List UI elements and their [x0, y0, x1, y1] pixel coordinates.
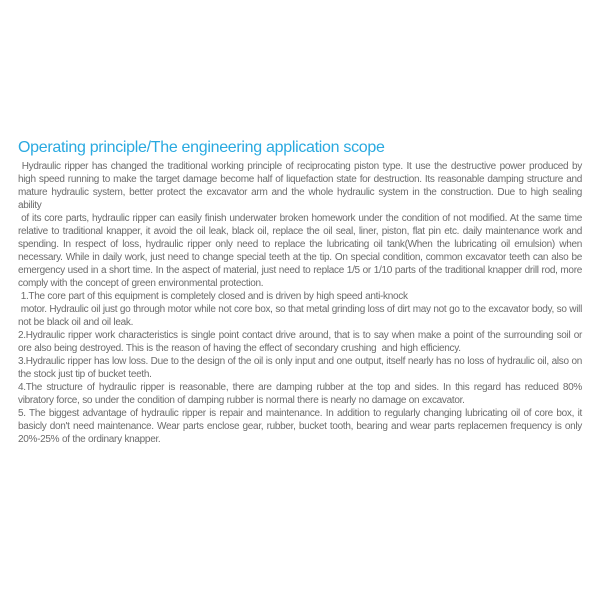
paragraph: 2.Hydraulic ripper work characteristics is single point contact drive around, that is to say when make a point of the surrounding soil or ore also being destroyed. This is the reason of having the effect of secondary crushing and high efficiency.: [18, 330, 585, 354]
paragraph: of its core parts, hydraulic ripper can easily finish underwater broken homework under the condition of not modified. At the same time relative to traditional knapper, it avoid the oil leak, black oil, replace the oil seal, liner, piston, flat pin etc. daily maintenance work and spending. In respect of loss, hydraulic ripper only need to replace the lubricating oil tank(When the lubricating oil emulsion) when necessary. While in daily work, just need to change special teeth at the tip. On special condition, common excavator teeth can also be emergency used in a short time. In the aspect of material, just need to replace 1/5 or 1/10 parts of the traditional knapper drill rod, more comply with the concept of green environmental protection.: [18, 213, 585, 289]
paragraph: 3.Hydraulic ripper has low loss. Due to the design of the oil is only input and one output, itself nearly has no loss of hydraulic oil, also on the stock just tip of bucket teeth.: [18, 356, 585, 380]
section-heading: Operating principle/The engineering application scope: [18, 139, 385, 156]
paragraph: 4.The structure of hydraulic ripper is reasonable, there are damping rubber at the top and sides. In this regard has reduced 80% vibratory force, so under the condition of damping rubber is normal there is nearly no damage on excavator.: [18, 382, 585, 406]
paragraph: 5. The biggest advantage of hydraulic ripper is repair and maintenance. In addition to regularly changing lubricating oil of core box, it basicly don't need maintenance. Wear parts enclose gear, rubber, bucket tooth, bearing and wear parts replacemen frequency is only 20%-25% of the ordinary knapper.: [18, 408, 585, 445]
paragraph: 1.The core part of this equipment is completely closed and is driven by high speed anti-knock: [18, 291, 408, 302]
body-text: [18, 160, 585, 446]
paragraph: Hydraulic ripper has changed the traditional working principle of reciprocating piston type. It use the destructive power produced by high speed running to make the target damage become half of liquefaction state for destruction. Its reasonable damping structure and mature hydraulic system, better protect the excavator arm and the whole hydraulic system in the construction. Due to high sealing ability: [18, 161, 585, 211]
paragraph: motor. Hydraulic oil just go through motor while not core box, so that metal grinding loss of dirt may not go to the excavator body, so will not be black oil and oil leak.: [18, 304, 585, 328]
